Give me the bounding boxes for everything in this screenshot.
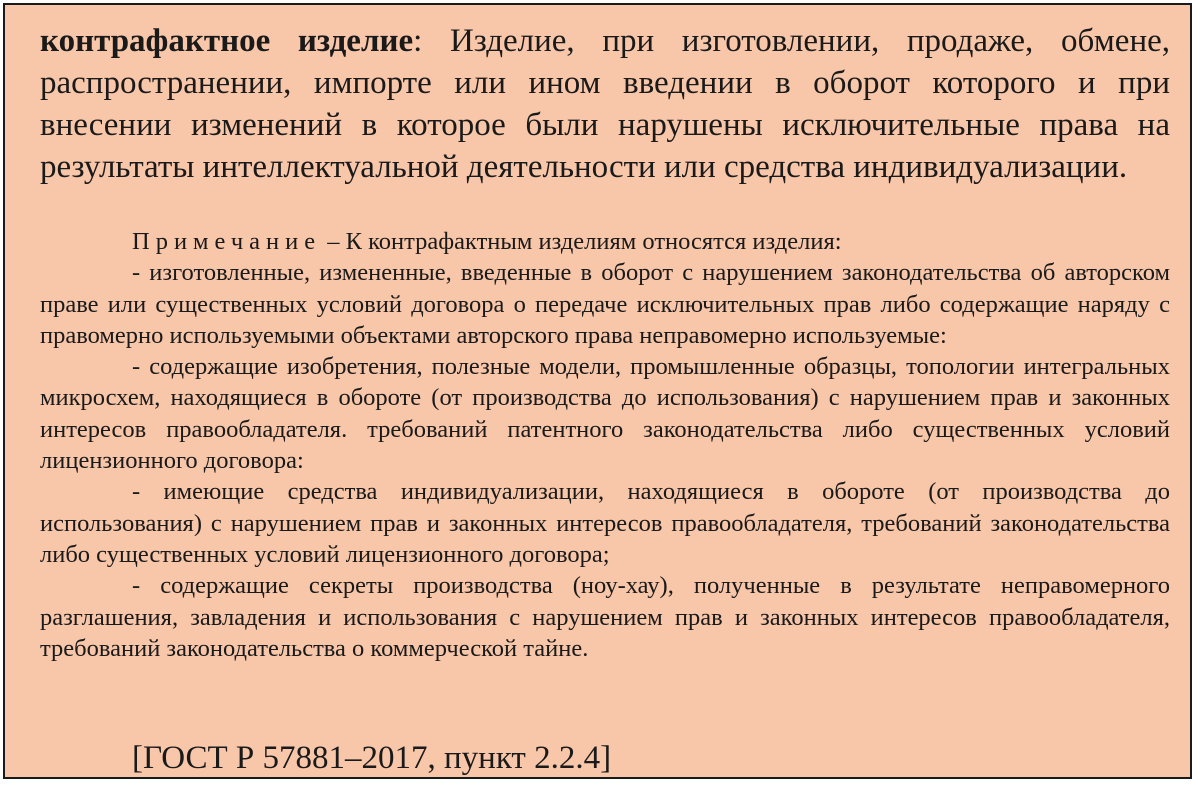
note-intro-text: – К контрафактным изделиям относятся изделия:: [321, 228, 842, 255]
note-item: - содержащие изобретения, полезные модели, промышленные образцы, топологии интегральных микросхем, находящиеся в обороте (от производства до использования) с нарушением прав и законных интересов правообладателя. требований патентного законодательства либо существенных условий лицензионного договора:: [40, 353, 1170, 475]
source-reference: [ГОСТ Р 57881–2017, пункт 2.2.4]: [132, 740, 612, 776]
note-block: [40, 226, 1170, 664]
term: контрафактное изделие: [40, 23, 414, 59]
term-definition: [40, 20, 1170, 188]
note-item: - изготовленные, измененные, введенные в оборот с нарушением законодательства об авторском праве или существенных условий договора о передаче исключительных прав либо содержащие наряду с правомерно используемыми объектами авторского права неправомерно используемые:: [40, 259, 1170, 349]
note-intro: [40, 226, 1170, 257]
note-item: - имеющие средства индивидуализации, находящиеся в обороте (от производства до использования) с нарушением прав и законных интересов правообладателя, требований законодательства либо существенных условий лицензионного договора;: [40, 478, 1170, 568]
definition-card: [3, 3, 1192, 779]
term-separator: :: [413, 23, 423, 59]
definition-text: Изделие, при изготовлении, продаже, обмене, распространении, импорте или ином введении в оборот которого и при внесении изменений в которое были нарушены исключительные права на результаты интеллектуальной деятельности или средства индивидуализации.: [40, 23, 1171, 185]
note-item: - содержащие секреты производства (ноу-хау), полученные в результате неправомерного разглашения, завладения и использования с нарушением прав и законных интересов правообладателя, требований законодательства о коммерческой тайне.: [40, 572, 1170, 662]
note-label: Примечание: [132, 228, 322, 255]
